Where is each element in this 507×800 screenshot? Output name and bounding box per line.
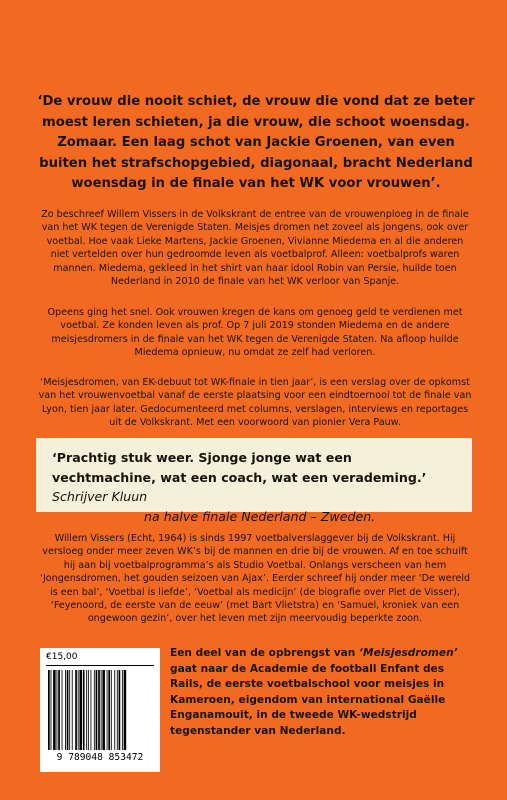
testimonial-text [52, 448, 456, 526]
testimonial-quote: ‘Prachtig stuk weer. Sjonge jonge wat een vechtmachine, wat een coach, wat een verademing.’ [52, 450, 427, 485]
testimonial-author: Schrijver Kluun [52, 489, 148, 504]
charity-note-lead: Een deel van de opbrengst van [170, 647, 359, 659]
testimonial-context: na halve finale Nederland – Zweden. [144, 508, 376, 524]
cover-quote: ‘De vrouw die nooit schiet, de vrouw die vond dat ze beter moest leren schieten, ja die vrouw, die schoot woensdag. Zomaar. Een laag schot van Jackie Groenen, van even buiten het strafschopgebied, diagonaal, bracht Nederland woensdag in de finale van het WK voor vrouwen’. [37, 94, 475, 191]
testimonial-box [36, 438, 472, 524]
second-paragraph: Opeens ging het snel. Ook vrouwen kregen de kans om genoeg geld te verdienen met voetbal. Ze konden leven als prof. Op 7 juli 2019 stonden Miedema en de andere meisjesdromers in de finale van het WK tegen de Verenigde Staten. Na afloop huilde Miedema opnieuw, nu omdat ze zelf had verloren. [47, 307, 463, 359]
charity-note [170, 646, 480, 740]
charity-note-rest: gaat naar de Academie de football Enfant des Rails, de eerste voetbalschool voor meisjes in Kameroen, eigendom van international Gaëlle Enganamouit, in de tweede WK-wedstrijd tegenstander van Nederland. [170, 662, 446, 737]
price-label: €15,00 [46, 652, 154, 666]
author-bio-paragraph: Willem Vissers (Echt, 1964) is sinds 1997 voetbalverslaggever bij de Volkskrant. Hij versloeg onder meer zeven WK’s bij de mannen en drie bij de vrouwen. Af en toe schuift hij aan bij voetbalprogramma’s als Studio Voetbal. Onlangs verscheen van hem ‘Jongensdromen, het gouden seizoen van Ajax’. Eerder schreef hij onder meer ‘De wereld is een bal’, ‘Voetbal is liefde’, ‘Voetbal als medicijn’ (de biografie over Piet de Visser), ‘Feyenoord, de eerste van de eeuw’ (met Bart Vlietstra) en ‘Samuel, kroniek van een ongewoon gezin’, over het leven met zijn meervoudig beperkte zoon. [39, 533, 471, 625]
charity-note-book-title: ‘Meisjesdromen’ [359, 647, 458, 659]
isbn-number: 9 789048 853472 [56, 752, 144, 763]
barcode-block [40, 648, 160, 772]
intro-paragraph: Zo beschreef Willem Vissers in de Volkskrant de entree van de vrouwenploeg in de finale van het WK tegen de Verenigde Staten. Meisjes dromen net zoveel als jongens, ook over voetbal. Hoe vaak Lieke Martens, Jackie Groenen, Vivianne Miedema en al die anderen niet vertelden over hun gedroomde leven als voetbalprof. Alleen: voetbalprofs waren mannen. Miedema, gekleed in het shirt van haar idool Robin van Persie, huilde toen Nederland in 2010 de finale van het WK verloor van Spanje. [41, 209, 469, 288]
barcode-icon [46, 670, 154, 750]
book-description-paragraph: ‘Meisjesdromen, van EK-debuut tot WK-finale in tien jaar’, is een verslag over de opkomst van het vrouwenvoetbal vanaf de eerste plaatsing voor een eindtoernooi tot de finale van Lyon, tien jaar later. Gedocumenteerd met columns, verslagen, interviews en reportages uit de Volkskrant. Met een voorwoord van pionier Vera Pauw. [38, 377, 472, 429]
